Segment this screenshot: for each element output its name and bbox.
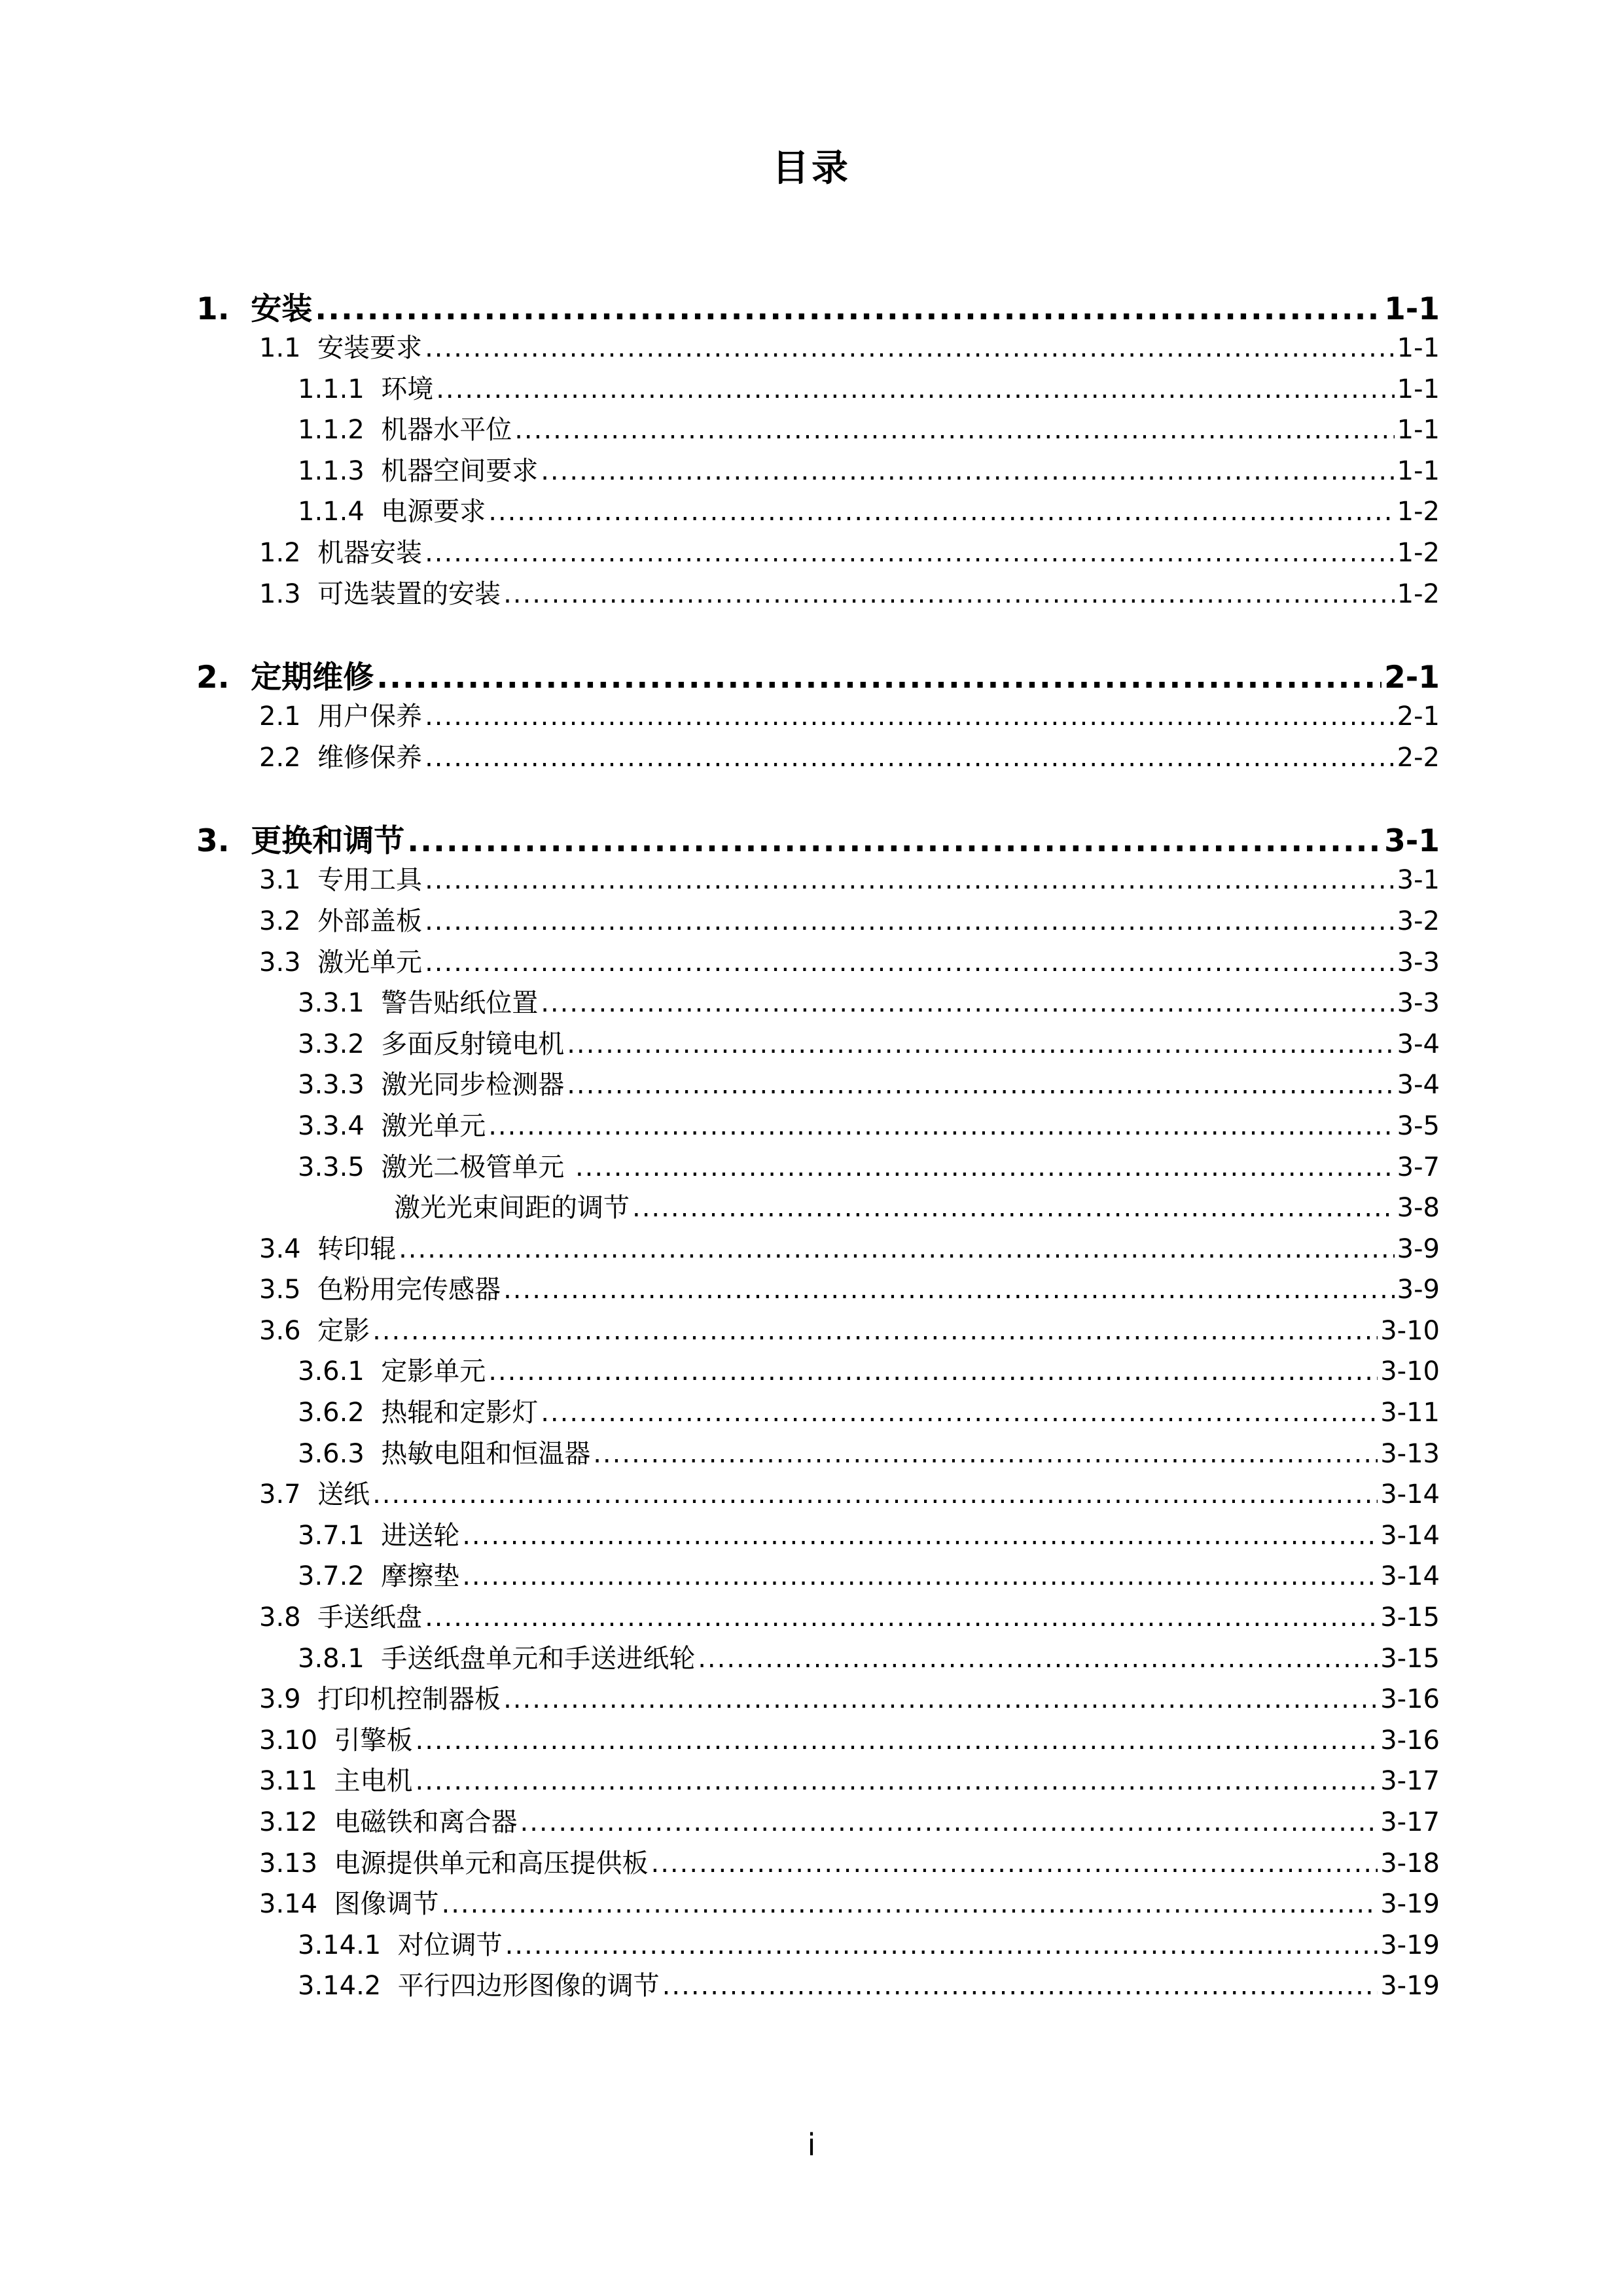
toc-entry-page: 3-15	[1380, 1643, 1440, 1674]
toc-entry-title: 引擎板	[334, 1725, 413, 1756]
toc-dot-leader	[399, 1234, 1395, 1264]
toc-entry-page: 3-7	[1397, 1152, 1440, 1182]
toc-entry-page: 3-18	[1380, 1848, 1440, 1879]
toc-entry-label	[298, 368, 433, 406]
toc-entry-label	[196, 653, 374, 697]
toc-entry-number: 3.3.1	[298, 988, 365, 1019]
toc-dot-leader	[541, 988, 1394, 1018]
toc-entry-page: 2-1	[1397, 701, 1440, 732]
toc-entry-label	[259, 859, 422, 896]
toc-dot-leader	[376, 660, 1382, 696]
toc-entry-separator	[301, 1275, 317, 1305]
toc-entry-number: 3.7.2	[298, 1561, 365, 1592]
toc-entry-page: 3-17	[1380, 1766, 1440, 1797]
toc-dot-leader	[488, 1111, 1394, 1141]
toc-dot-leader	[514, 415, 1394, 445]
toc-entry-label	[298, 1555, 459, 1593]
toc-entry[interactable]	[196, 1310, 1440, 1351]
toc-dot-leader	[425, 1602, 1378, 1633]
toc-entry-number: 3.6.1	[298, 1356, 365, 1387]
toc-entry-page: 1-1	[1384, 291, 1440, 327]
toc-dot-leader	[632, 1193, 1395, 1223]
toc-entry[interactable]	[196, 1433, 1440, 1474]
toc-entry-page: 1-2	[1397, 537, 1440, 568]
toc-entry-label	[259, 942, 422, 979]
toc-entry-page: 3-19	[1380, 1971, 1440, 2002]
toc-entry-title: 手送纸盘	[317, 1602, 423, 1633]
toc-entry-label	[298, 1064, 564, 1101]
toc-entry-separator	[301, 1234, 317, 1264]
toc-dot-leader	[503, 1684, 1378, 1714]
toc-entry-separator	[301, 1479, 317, 1510]
toc-entry-number: 1.1.1	[298, 374, 365, 404]
toc-entry-number: 3.3.3	[298, 1070, 365, 1101]
toc-entry-title: 警告贴纸位置	[381, 988, 539, 1019]
toc-entry-label	[259, 1228, 396, 1265]
toc-dot-leader	[425, 701, 1395, 732]
toc-entry-page: 3-14	[1380, 1561, 1440, 1592]
toc-entry[interactable]	[196, 1064, 1440, 1105]
toc-entry[interactable]	[196, 1474, 1440, 1515]
toc-entry-page: 1-1	[1397, 415, 1440, 446]
toc-entry[interactable]	[196, 1392, 1440, 1433]
toc-entry-label	[298, 491, 486, 528]
toc-entry-separator	[301, 743, 317, 773]
toc-entry-title: 转印辊	[317, 1233, 397, 1264]
toc-entry-page: 3-19	[1380, 1930, 1440, 1960]
toc-entry[interactable]	[196, 1678, 1440, 1720]
toc-entry-label	[298, 1351, 486, 1388]
toc-entry-page: 3-15	[1380, 1602, 1440, 1633]
toc-dot-leader	[567, 1070, 1394, 1100]
toc-entry-number: 3.3.2	[298, 1029, 365, 1059]
toc-entry-page: 3-10	[1380, 1356, 1440, 1387]
toc-entry-title: 摩擦垫	[381, 1561, 460, 1592]
toc-entry-separator	[301, 538, 317, 568]
toc-entry-title: 激光二极管单元	[381, 1152, 573, 1182]
toc-entry-page: 3-4	[1397, 1070, 1440, 1101]
toc-entry-number: 1.1.4	[298, 497, 365, 527]
toc-entry[interactable]	[196, 1228, 1440, 1269]
toc-entry-page: 3-13	[1380, 1438, 1440, 1469]
toc-entry-title: 激光单元	[381, 1110, 486, 1141]
toc-entry-number: 3.3.5	[298, 1152, 365, 1182]
toc-entry-title: 图像调节	[334, 1889, 439, 1920]
toc-entry-separator	[317, 1889, 334, 1919]
toc-entry-separator	[230, 660, 251, 696]
toc-dot-leader	[425, 947, 1395, 978]
toc-entry-label	[259, 327, 422, 364]
toc-entry-label	[259, 1310, 370, 1347]
toc-entry-label	[259, 1597, 422, 1634]
toc-entry[interactable]	[196, 409, 1440, 450]
toc-entry-label	[298, 1433, 590, 1470]
toc-entry-page: 1-2	[1397, 578, 1440, 609]
toc-entry-label	[259, 900, 422, 938]
toc-dot-leader	[425, 906, 1395, 936]
toc-entry-title: 送纸	[317, 1479, 370, 1510]
toc-entry[interactable]	[196, 491, 1440, 532]
toc-entry-page: 3-16	[1380, 1684, 1440, 1715]
toc-dot-leader	[425, 865, 1395, 895]
toc-entry[interactable]	[196, 1105, 1440, 1146]
toc-dot-leader	[315, 291, 1382, 327]
toc-entry-title: 机器安装	[317, 537, 423, 568]
toc-entry-separator	[365, 1561, 381, 1591]
toc-entry-title: 激光单元	[317, 947, 423, 978]
toc-entry-page: 3-1	[1384, 823, 1440, 860]
toc-entry-label	[259, 1883, 439, 1920]
toc-entry[interactable]	[196, 1555, 1440, 1597]
toc-entry[interactable]	[196, 1760, 1440, 1801]
toc-entry-label	[298, 1146, 573, 1184]
toc-entry-title: 安装要求	[317, 333, 423, 363]
toc-dot-leader	[462, 1521, 1378, 1551]
toc-entry-label	[298, 982, 538, 1019]
toc-entry-title: 对位调节	[397, 1930, 503, 1960]
toc-entry-separator	[301, 1602, 317, 1633]
toc-entry-title: 外部盖板	[317, 906, 423, 936]
toc-entry-title: 多面反射镜电机	[381, 1029, 565, 1059]
toc-entry-number: 3.8	[259, 1602, 301, 1633]
toc-entry[interactable]	[196, 1146, 1440, 1188]
toc-entry-number: 2.2	[259, 742, 301, 773]
toc-entry-separator	[365, 1521, 381, 1551]
toc-entry-page: 3-19	[1380, 1889, 1440, 1920]
page-title: 目录	[772, 147, 851, 190]
toc-entry-label	[259, 1269, 501, 1306]
toc-entry-number: 3.14.1	[298, 1930, 382, 1960]
toc-entry-title: 用户保养	[317, 701, 423, 732]
toc-entry-title: 色粉用完传感器	[317, 1275, 501, 1305]
toc-entry-title: 打印机控制器板	[317, 1684, 501, 1715]
toc-entry-number: 3.3	[259, 947, 301, 978]
toc-entry-number: 3.5	[259, 1275, 301, 1305]
toc-dot-leader	[407, 823, 1382, 859]
toc-entry-page: 3-16	[1380, 1725, 1440, 1756]
toc-entry-number: 1.1.3	[298, 455, 365, 486]
toc-entry-number: 1.3	[259, 578, 301, 609]
toc-entry-title: 安装	[251, 291, 313, 327]
toc-entry-separator	[381, 1930, 397, 1960]
toc-entry-label	[298, 450, 538, 487]
toc-entry-page: 3-10	[1380, 1315, 1440, 1346]
toc-entry[interactable]	[196, 1515, 1440, 1556]
toc-dot-leader	[698, 1644, 1378, 1674]
toc-entry-page: 3-5	[1397, 1110, 1440, 1141]
toc-entry-title: 热敏电阻和恒温器	[381, 1438, 591, 1469]
toc-entry-separator	[301, 1684, 317, 1714]
toc-entry-title: 可选装置的安装	[317, 578, 501, 609]
toc-entry-page: 3-3	[1397, 988, 1440, 1019]
toc-entry-title: 电源提供单元和高压提供板	[334, 1848, 649, 1879]
toc-entry[interactable]	[196, 737, 1440, 778]
toc-entry-number: 1.1	[259, 333, 301, 363]
toc-entry-label	[196, 285, 312, 328]
toc-entry-label	[259, 696, 422, 733]
toc-entry-number: 3.	[196, 823, 230, 860]
toc-entry-number: 3.4	[259, 1233, 301, 1264]
toc-dot-leader	[442, 1889, 1378, 1919]
toc-entry-number: 3.6	[259, 1315, 301, 1346]
toc-entry-title: 定影单元	[381, 1356, 486, 1387]
toc-entry-title: 激光同步检测器	[381, 1070, 565, 1101]
toc-dot-leader	[425, 743, 1395, 773]
toc-entry-label	[259, 532, 422, 569]
page-number: i	[807, 2127, 816, 2163]
toc-entry-page: 1-1	[1397, 333, 1440, 363]
toc-entry-page: 2-1	[1384, 660, 1440, 696]
toc-entry-label	[298, 1965, 660, 2002]
toc-dot-leader	[567, 1029, 1394, 1059]
toc-dot-leader	[505, 1930, 1378, 1960]
toc-entry[interactable]	[196, 942, 1440, 983]
toc-entry-label	[298, 1515, 459, 1552]
toc-entry-separator	[301, 1316, 317, 1346]
toc-entry-title: 专用工具	[317, 865, 423, 896]
toc-dot-leader	[425, 538, 1395, 568]
toc-entry-label	[259, 573, 501, 610]
toc-entry-title: 更换和调节	[251, 823, 405, 860]
toc-entry-separator	[230, 291, 251, 327]
toc-entry-separator	[365, 988, 381, 1018]
toc-entry-label	[298, 1392, 538, 1429]
toc-entry[interactable]	[196, 1720, 1440, 1761]
toc-entry-page: 3-14	[1380, 1479, 1440, 1510]
toc-entry-label	[259, 737, 422, 774]
toc-entry-label	[259, 1801, 518, 1839]
toc-entry-number: 3.11	[259, 1766, 318, 1797]
toc-entry-label	[259, 1474, 370, 1511]
toc-entry-title: 定影	[317, 1315, 370, 1346]
toc-chapter-entry[interactable]	[196, 653, 1440, 696]
toc-entry-separator	[301, 947, 317, 978]
toc-entry-separator	[317, 1725, 334, 1756]
toc-entry-number: 1.1.2	[298, 415, 365, 446]
toc-dot-leader	[662, 1971, 1378, 2001]
toc-entry[interactable]	[196, 859, 1440, 900]
toc-dot-leader	[593, 1439, 1378, 1469]
toc-entry-page: 3-14	[1380, 1520, 1440, 1551]
toc-entry-label	[298, 1105, 486, 1142]
toc-entry-number: 1.	[196, 291, 230, 327]
toc-dot-leader	[416, 1725, 1378, 1756]
toc-entry-label	[298, 1924, 503, 1962]
toc-entry-separator	[317, 1807, 334, 1837]
toc-entry[interactable]	[196, 1187, 1440, 1228]
toc-entry-label	[298, 1023, 564, 1061]
toc-entry[interactable]	[196, 1638, 1440, 1679]
toc-entry[interactable]	[196, 1351, 1440, 1392]
toc-entry-page: 3-9	[1397, 1275, 1440, 1305]
toc-entry-label	[394, 1187, 630, 1224]
toc-entry[interactable]	[196, 368, 1440, 410]
toc-entry-label	[259, 1843, 649, 1880]
toc-dot-leader	[462, 1561, 1378, 1591]
toc-entry-number: 3.14	[259, 1889, 318, 1920]
toc-entry-label	[259, 1678, 501, 1716]
toc-entry-separator	[365, 415, 381, 445]
table-of-contents	[196, 285, 1440, 2006]
toc-entry-separator	[365, 456, 381, 486]
toc-entry-number: 3.8.1	[298, 1643, 365, 1674]
toc-entry[interactable]	[196, 900, 1440, 942]
toc-dot-leader	[503, 579, 1395, 609]
toc-entry-separator	[301, 906, 317, 936]
toc-dot-leader	[416, 1766, 1378, 1796]
toc-entry-label	[196, 817, 404, 860]
toc-entry[interactable]	[196, 1924, 1440, 1966]
toc-entry-page: 1-1	[1397, 455, 1440, 486]
toc-entry-number: 3.7	[259, 1479, 301, 1510]
toc-entry-page: 3-4	[1397, 1029, 1440, 1059]
toc-entry-title: 机器空间要求	[381, 455, 539, 486]
toc-entry-number: 3.2	[259, 906, 301, 936]
toc-entry-separator	[365, 497, 381, 527]
toc-entry-number: 2.	[196, 660, 230, 696]
toc-entry-number: 3.3.4	[298, 1110, 365, 1141]
toc-entry[interactable]	[196, 450, 1440, 491]
toc-entry-number: 3.1	[259, 865, 301, 896]
toc-entry[interactable]	[196, 1597, 1440, 1638]
toc-entry-separator	[301, 701, 317, 732]
toc-entry[interactable]	[196, 696, 1440, 737]
toc-entry-page: 3-1	[1397, 865, 1440, 896]
toc-dot-leader	[488, 497, 1394, 527]
toc-entry[interactable]	[196, 1023, 1440, 1065]
toc-dot-leader	[488, 1356, 1378, 1386]
toc-entry-separator	[365, 1029, 381, 1059]
toc-entry[interactable]	[196, 532, 1440, 573]
toc-entry[interactable]	[196, 1965, 1440, 2006]
toc-entry-page: 3-11	[1380, 1398, 1440, 1428]
toc-entry-page: 3-17	[1380, 1807, 1440, 1837]
toc-entry-separator	[365, 1070, 381, 1100]
toc-entry-label	[298, 409, 512, 446]
toc-entry-separator	[365, 1111, 381, 1141]
toc-entry-title: 进送轮	[381, 1520, 460, 1551]
toc-entry-separator	[230, 823, 251, 859]
toc-entry-title: 主电机	[334, 1766, 413, 1797]
toc-entry-label	[259, 1760, 413, 1797]
toc-dot-leader	[575, 1152, 1395, 1182]
toc-entry-title: 激光光束间距的调节	[394, 1193, 630, 1224]
toc-entry-page: 2-2	[1397, 742, 1440, 773]
toc-chapter-entry[interactable]	[196, 817, 1440, 859]
toc-dot-leader	[651, 1848, 1378, 1879]
toc-entry[interactable]	[196, 573, 1440, 614]
toc-entry-number: 3.14.2	[298, 1971, 382, 2002]
toc-entry-page: 3-8	[1397, 1193, 1440, 1224]
toc-entry-title: 机器水平位	[381, 415, 512, 446]
toc-entry-separator	[381, 1971, 397, 2001]
toc-dot-leader	[372, 1316, 1378, 1346]
toc-entry-title: 维修保养	[317, 742, 423, 773]
toc-entry-number: 3.12	[259, 1807, 318, 1837]
toc-entry-separator	[301, 333, 317, 363]
toc-entry-label	[259, 1720, 413, 1757]
toc-entry-separator	[301, 579, 317, 609]
toc-entry-page: 3-2	[1397, 906, 1440, 936]
toc-entry-separator	[365, 1356, 381, 1386]
toc-dot-leader	[541, 1398, 1378, 1428]
toc-entry[interactable]	[196, 1269, 1440, 1310]
toc-dot-leader	[425, 333, 1395, 363]
toc-chapter-entry[interactable]	[196, 285, 1440, 327]
toc-entry-number: 3.6.2	[298, 1398, 365, 1428]
toc-entry[interactable]	[196, 1883, 1440, 1924]
toc-entry-number: 3.6.3	[298, 1438, 365, 1469]
toc-entry-title: 定期维修	[251, 660, 374, 696]
toc-dot-leader	[520, 1807, 1378, 1837]
toc-entry-number: 1.2	[259, 537, 301, 568]
toc-entry-number: 3.7.1	[298, 1520, 365, 1551]
toc-entry-separator	[365, 1644, 381, 1674]
toc-dot-leader	[372, 1479, 1378, 1510]
toc-dot-leader	[541, 456, 1394, 486]
toc-entry-page: 3-3	[1397, 947, 1440, 978]
toc-entry-title: 电磁铁和离合器	[334, 1807, 518, 1837]
toc-entry-title: 平行四边形图像的调节	[397, 1971, 660, 2002]
toc-entry-number: 3.13	[259, 1848, 318, 1879]
toc-entry-separator	[301, 865, 317, 895]
toc-dot-leader	[503, 1275, 1395, 1305]
toc-entry-page: 3-9	[1397, 1233, 1440, 1264]
toc-entry-page: 1-2	[1397, 497, 1440, 527]
toc-entry[interactable]	[196, 1801, 1440, 1843]
toc-entry-number: 3.9	[259, 1684, 301, 1715]
toc-entry[interactable]	[196, 327, 1440, 368]
toc-entry[interactable]	[196, 1843, 1440, 1884]
toc-entry-title: 电源要求	[381, 497, 486, 527]
toc-entry-separator	[365, 1398, 381, 1428]
toc-entry-page: 1-1	[1397, 374, 1440, 404]
toc-entry-separator	[317, 1848, 334, 1879]
toc-entry-separator	[317, 1766, 334, 1796]
toc-entry-title: 手送纸盘单元和手送进纸轮	[381, 1643, 696, 1674]
toc-entry-number: 3.10	[259, 1725, 318, 1756]
toc-entry[interactable]	[196, 982, 1440, 1023]
toc-dot-leader	[436, 374, 1394, 404]
toc-entry-title: 热辊和定影灯	[381, 1398, 539, 1428]
toc-entry-separator	[365, 1439, 381, 1469]
toc-entry-title: 环境	[381, 374, 434, 404]
toc-entry-separator	[365, 1152, 381, 1182]
toc-entry-label	[298, 1638, 695, 1675]
toc-entry-number: 2.1	[259, 701, 301, 732]
toc-entry-separator	[365, 374, 381, 404]
